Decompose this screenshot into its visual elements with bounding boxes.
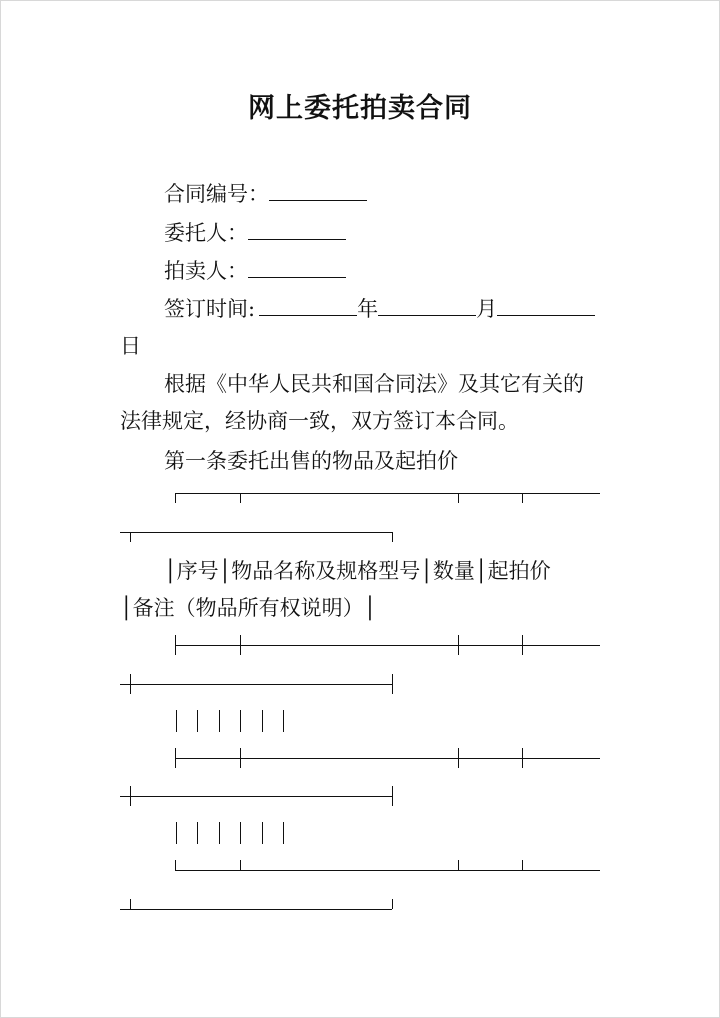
year-text: 年 [357,297,379,321]
article-1-heading: 第一条委托出售的物品及起拍价 [164,449,458,473]
intro-line-2: 法律规定，经协商一致，双方签订本合同。 [120,409,519,433]
month-text: 月 [476,297,498,321]
contract-number-label: 合同编号： [164,182,269,206]
day-line [120,333,141,359]
day-text: 日 [120,334,141,358]
auctioneer-label: 拍卖人： [164,259,248,283]
client-blank [248,221,346,240]
year-blank [259,297,357,316]
auctioneer-line [164,258,346,284]
document-title: 网上委托拍卖合同 [248,93,472,124]
sign-time-line [164,296,595,322]
contract-number-blank [269,182,367,201]
table-header-line-2: │备注（物品所有权说明）│ [120,596,377,620]
month-blank [378,297,476,316]
contract-number-line [164,181,367,207]
client-label: 委托人： [164,221,248,245]
table-header-line-1: │序号│物品名称及规格型号│数量│起拍价 [164,559,551,583]
client-line [164,220,346,246]
sign-time-label: 签订时间: [164,297,256,321]
day-blank [497,297,595,316]
auctioneer-blank [248,259,346,278]
intro-line-1: 根据《中华人民共和国合同法》及其它有关的 [164,372,584,396]
